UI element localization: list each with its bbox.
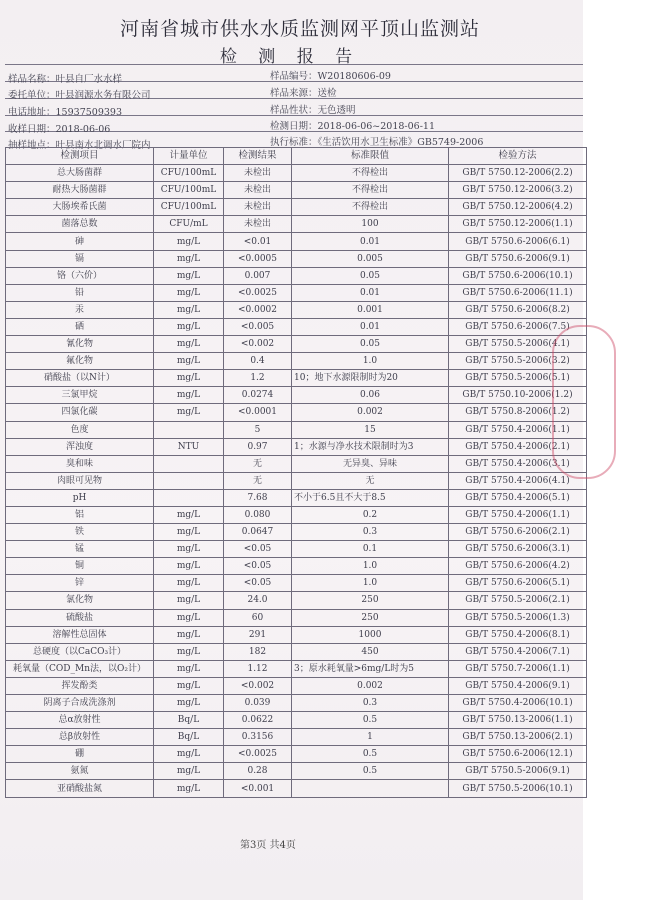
table-cell: 铅 bbox=[6, 284, 154, 301]
table-cell: <0.05 bbox=[224, 541, 292, 558]
table-cell: 色度 bbox=[6, 421, 154, 438]
table-cell: mg/L bbox=[154, 558, 224, 575]
table-cell: 0.5 bbox=[292, 746, 449, 763]
table-cell: 0.5 bbox=[292, 712, 449, 729]
table-cell: 0.002 bbox=[292, 404, 449, 421]
table-cell: mg/L bbox=[154, 524, 224, 541]
received-date-field: 收样日期：2018-06-06 bbox=[8, 124, 111, 135]
table-cell: 耐热大肠菌群 bbox=[6, 182, 154, 199]
table-cell: <0.01 bbox=[224, 233, 292, 250]
table-cell: 0.4 bbox=[224, 353, 292, 370]
table-cell: 10；地下水源限制时为20 bbox=[292, 370, 449, 387]
table-cell: 溶解性总固体 bbox=[6, 626, 154, 643]
table-row bbox=[6, 353, 587, 370]
table-cell: 锌 bbox=[6, 575, 154, 592]
table-cell: GB/T 5750.5-2006(2.1) bbox=[449, 592, 587, 609]
table-row bbox=[6, 370, 587, 387]
table-cell: Bq/L bbox=[154, 729, 224, 746]
table-cell: <0.0025 bbox=[224, 746, 292, 763]
table-cell: mg/L bbox=[154, 695, 224, 712]
table-cell: <0.0025 bbox=[224, 284, 292, 301]
table-cell: 无异臭、异味 bbox=[292, 455, 449, 472]
table-cell: 0.05 bbox=[292, 336, 449, 353]
table-cell: GB/T 5750.12-2006(2.2) bbox=[449, 165, 587, 182]
table-row bbox=[6, 250, 587, 267]
table-cell: mg/L bbox=[154, 404, 224, 421]
table-cell: mg/L bbox=[154, 353, 224, 370]
table-cell: 1000 bbox=[292, 626, 449, 643]
table-cell: 1；水源与净水技术限制时为3 bbox=[292, 438, 449, 455]
table-cell: 硼 bbox=[6, 746, 154, 763]
table-row bbox=[6, 729, 587, 746]
table-cell: mg/L bbox=[154, 626, 224, 643]
table-cell bbox=[154, 489, 224, 506]
table-cell: <0.002 bbox=[224, 677, 292, 694]
table-cell: GB/T 5750.5-2006(5.1) bbox=[449, 370, 587, 387]
table-cell: 硫酸盐 bbox=[6, 609, 154, 626]
table-cell: mg/L bbox=[154, 609, 224, 626]
table-cell: GB/T 5750.5-2006(1.3) bbox=[449, 609, 587, 626]
table-cell: 1.0 bbox=[292, 353, 449, 370]
table-row bbox=[6, 626, 587, 643]
table-cell: 肉眼可见物 bbox=[6, 472, 154, 489]
table-cell: 3；原水耗氧量>6mg/L时为5 bbox=[292, 660, 449, 677]
table-cell: 0.28 bbox=[224, 763, 292, 780]
table-cell: mg/L bbox=[154, 592, 224, 609]
table-row bbox=[6, 746, 587, 763]
table-cell: 0.01 bbox=[292, 233, 449, 250]
table-row bbox=[6, 438, 587, 455]
table-cell: 砷 bbox=[6, 233, 154, 250]
table-cell: 0.039 bbox=[224, 695, 292, 712]
table-row bbox=[6, 695, 587, 712]
table-cell: 不得检出 bbox=[292, 199, 449, 216]
table-header-row bbox=[6, 148, 587, 165]
table-cell: 0.3156 bbox=[224, 729, 292, 746]
table-cell: <0.05 bbox=[224, 558, 292, 575]
column-header: 检验方法 bbox=[449, 148, 587, 165]
table-row bbox=[6, 541, 587, 558]
table-cell: <0.0005 bbox=[224, 250, 292, 267]
table-cell: <0.001 bbox=[224, 780, 292, 797]
table-cell: <0.05 bbox=[224, 575, 292, 592]
client-field: 委托单位：叶县润源水务有限公司 bbox=[8, 90, 151, 101]
table-cell: mg/L bbox=[154, 575, 224, 592]
table-cell: <0.0001 bbox=[224, 404, 292, 421]
table-cell: GB/T 5750.6-2006(11.1) bbox=[449, 284, 587, 301]
table-cell: 0.080 bbox=[224, 506, 292, 523]
test-date-field: 检测日期：2018-06-06~2018-06-11 bbox=[270, 121, 436, 132]
table-cell: 0.97 bbox=[224, 438, 292, 455]
table-row bbox=[6, 780, 587, 797]
table-cell: 15 bbox=[292, 421, 449, 438]
table-cell: 阴离子合成洗涤剂 bbox=[6, 695, 154, 712]
table-cell: mg/L bbox=[154, 284, 224, 301]
table-cell: GB/T 5750.4-2006(5.1) bbox=[449, 489, 587, 506]
table-cell: GB/T 5750.6-2006(2.1) bbox=[449, 524, 587, 541]
table-cell: CFU/mL bbox=[154, 216, 224, 233]
table-cell: <0.005 bbox=[224, 318, 292, 335]
table-cell: 1.0 bbox=[292, 558, 449, 575]
table-cell: <0.0002 bbox=[224, 301, 292, 318]
table-cell: 总α放射性 bbox=[6, 712, 154, 729]
table-row bbox=[6, 609, 587, 626]
table-cell: GB/T 5750.4-2006(1.1) bbox=[449, 421, 587, 438]
table-cell: 臭和味 bbox=[6, 455, 154, 472]
status-field: 样品性状：无色透明 bbox=[270, 105, 356, 116]
table-row bbox=[6, 455, 587, 472]
table-cell: GB/T 5750.6-2006(6.1) bbox=[449, 233, 587, 250]
table-cell: GB/T 5750.4-2006(2.1) bbox=[449, 438, 587, 455]
table-cell: mg/L bbox=[154, 746, 224, 763]
table-cell: 0.3 bbox=[292, 524, 449, 541]
table-cell: mg/L bbox=[154, 541, 224, 558]
page-footer: 第3页 共4页 bbox=[240, 840, 296, 851]
official-seal bbox=[552, 325, 616, 479]
table-cell: GB/T 5750.7-2006(1.1) bbox=[449, 660, 587, 677]
table-cell: 0.002 bbox=[292, 677, 449, 694]
table-cell: GB/T 5750.6-2006(10.1) bbox=[449, 267, 587, 284]
table-cell: 硒 bbox=[6, 318, 154, 335]
table-row bbox=[6, 216, 587, 233]
table-cell: GB/T 5750.12-2006(3.2) bbox=[449, 182, 587, 199]
table-cell: 291 bbox=[224, 626, 292, 643]
sample-no-field: 样品编号：W20180606-09 bbox=[270, 71, 391, 82]
table-cell: mg/L bbox=[154, 336, 224, 353]
table-row bbox=[6, 267, 587, 284]
table-cell: CFU/100mL bbox=[154, 199, 224, 216]
table-cell: GB/T 5750.6-2006(7.5) bbox=[449, 318, 587, 335]
table-cell: 浑浊度 bbox=[6, 438, 154, 455]
table-cell: 菌落总数 bbox=[6, 216, 154, 233]
table-cell: GB/T 5750.5-2006(10.1) bbox=[449, 780, 587, 797]
table-row bbox=[6, 301, 587, 318]
table-cell: GB/T 5750.4-2006(7.1) bbox=[449, 643, 587, 660]
table-cell: 氰化物 bbox=[6, 336, 154, 353]
table-cell: GB/T 5750.12-2006(4.2) bbox=[449, 199, 587, 216]
table-cell: mg/L bbox=[154, 301, 224, 318]
table-cell: 总硬度（以CaCO₃计） bbox=[6, 643, 154, 660]
table-cell: GB/T 5750.6-2006(12.1) bbox=[449, 746, 587, 763]
table-cell: 0.2 bbox=[292, 506, 449, 523]
table-row bbox=[6, 763, 587, 780]
table-cell: 氨氮 bbox=[6, 763, 154, 780]
table-cell: 0.0274 bbox=[224, 387, 292, 404]
report-title: 河南省城市供水水质监测网平顶山监测站 bbox=[119, 18, 480, 40]
table-cell: 汞 bbox=[6, 301, 154, 318]
table-cell: GB/T 5750.6-2006(9.1) bbox=[449, 250, 587, 267]
table-cell: 1.12 bbox=[224, 660, 292, 677]
table-cell: 不得检出 bbox=[292, 182, 449, 199]
table-cell: 0.05 bbox=[292, 267, 449, 284]
table-cell: mg/L bbox=[154, 660, 224, 677]
table-cell: 0.005 bbox=[292, 250, 449, 267]
table-cell: GB/T 5750.4-2006(8.1) bbox=[449, 626, 587, 643]
table-cell: GB/T 5750.10-2006(1.2) bbox=[449, 387, 587, 404]
table-cell: mg/L bbox=[154, 506, 224, 523]
table-cell: GB/T 5750.12-2006(1.1) bbox=[449, 216, 587, 233]
table-cell: 0.1 bbox=[292, 541, 449, 558]
table-cell: 铝 bbox=[6, 506, 154, 523]
table-cell: mg/L bbox=[154, 387, 224, 404]
table-cell: 450 bbox=[292, 643, 449, 660]
source-field: 样品来源：送检 bbox=[270, 88, 337, 99]
table-cell: GB/T 5750.13-2006(1.1) bbox=[449, 712, 587, 729]
table-cell: mg/L bbox=[154, 250, 224, 267]
table-row bbox=[6, 712, 587, 729]
table-cell: 耗氧量（COD_Mn法，以O₂计） bbox=[6, 660, 154, 677]
table-cell: GB/T 5750.6-2006(4.2) bbox=[449, 558, 587, 575]
table-cell: 四氯化碳 bbox=[6, 404, 154, 421]
table-cell: 不得检出 bbox=[292, 165, 449, 182]
table-row bbox=[6, 575, 587, 592]
table-cell: 硝酸盐（以N计） bbox=[6, 370, 154, 387]
table-cell: 铬（六价） bbox=[6, 267, 154, 284]
table-row bbox=[6, 421, 587, 438]
table-row bbox=[6, 233, 587, 250]
table-cell: <0.002 bbox=[224, 336, 292, 353]
table-cell: 总大肠菌群 bbox=[6, 165, 154, 182]
table-cell bbox=[154, 472, 224, 489]
standard-field: 执行标准：《生活饮用水卫生标准》GB5749-2006 bbox=[270, 137, 484, 148]
table-cell: GB/T 5750.13-2006(2.1) bbox=[449, 729, 587, 746]
table-cell: 0.0647 bbox=[224, 524, 292, 541]
header-divider bbox=[5, 64, 583, 65]
table-cell: 250 bbox=[292, 592, 449, 609]
table-cell bbox=[154, 421, 224, 438]
table-row bbox=[6, 387, 587, 404]
table-cell: 0.001 bbox=[292, 301, 449, 318]
table-cell: mg/L bbox=[154, 677, 224, 694]
table-cell: 锰 bbox=[6, 541, 154, 558]
table-cell: Bq/L bbox=[154, 712, 224, 729]
column-header: 计量单位 bbox=[154, 148, 224, 165]
column-header: 检测结果 bbox=[224, 148, 292, 165]
table-cell: 0.007 bbox=[224, 267, 292, 284]
table-cell: 未检出 bbox=[224, 165, 292, 182]
table-cell: GB/T 5750.5-2006(4.1) bbox=[449, 336, 587, 353]
table-cell: 250 bbox=[292, 609, 449, 626]
report-subtitle: 检 测 报 告 bbox=[219, 47, 361, 67]
table-cell: 0.3 bbox=[292, 695, 449, 712]
table-cell: 氟化物 bbox=[6, 353, 154, 370]
table-row bbox=[6, 558, 587, 575]
table-cell: CFU/100mL bbox=[154, 182, 224, 199]
table-cell: CFU/100mL bbox=[154, 165, 224, 182]
table-cell: 未检出 bbox=[224, 199, 292, 216]
column-header: 标准限值 bbox=[292, 148, 449, 165]
table-cell: 亚硝酸盐氮 bbox=[6, 780, 154, 797]
table-row bbox=[6, 677, 587, 694]
table-row bbox=[6, 643, 587, 660]
table-cell: 氯化物 bbox=[6, 592, 154, 609]
table-cell: 182 bbox=[224, 643, 292, 660]
table-cell: 未检出 bbox=[224, 216, 292, 233]
table-cell bbox=[292, 780, 449, 797]
table-cell: 未检出 bbox=[224, 182, 292, 199]
table-cell: 镉 bbox=[6, 250, 154, 267]
table-cell: GB/T 5750.4-2006(9.1) bbox=[449, 677, 587, 694]
table-row bbox=[6, 524, 587, 541]
table-cell: 大肠埃希氏菌 bbox=[6, 199, 154, 216]
table-cell: NTU bbox=[154, 438, 224, 455]
table-row bbox=[6, 182, 587, 199]
table-cell: 60 bbox=[224, 609, 292, 626]
table-row bbox=[6, 165, 587, 182]
table-cell: mg/L bbox=[154, 267, 224, 284]
location-field: 抽样地点：叶县南水北调水厂院内 bbox=[8, 140, 151, 151]
table-cell: 100 bbox=[292, 216, 449, 233]
table-cell: mg/L bbox=[154, 318, 224, 335]
table-row bbox=[6, 336, 587, 353]
table-row bbox=[6, 489, 587, 506]
table-cell: 1 bbox=[292, 729, 449, 746]
table-cell: 挥发酚类 bbox=[6, 677, 154, 694]
table-cell: 1.0 bbox=[292, 575, 449, 592]
table-cell: 0.5 bbox=[292, 763, 449, 780]
table-cell bbox=[154, 455, 224, 472]
table-row bbox=[6, 284, 587, 301]
table-cell: 不小于6.5且不大于8.5 bbox=[292, 489, 449, 506]
sample-name-field: 样品名称：叶县自厂水水样 bbox=[8, 74, 123, 85]
table-cell: 总β放射性 bbox=[6, 729, 154, 746]
table-cell: GB/T 5750.6-2006(3.1) bbox=[449, 541, 587, 558]
table-row bbox=[6, 506, 587, 523]
phone-field: 电话地址：15937509393 bbox=[8, 107, 123, 118]
table-row bbox=[6, 199, 587, 216]
results-table bbox=[5, 147, 587, 798]
table-cell: GB/T 5750.5-2006(3.2) bbox=[449, 353, 587, 370]
table-cell: GB/T 5750.6-2006(8.2) bbox=[449, 301, 587, 318]
table-row bbox=[6, 592, 587, 609]
table-cell: 7.68 bbox=[224, 489, 292, 506]
table-row bbox=[6, 404, 587, 421]
table-cell: GB/T 5750.4-2006(10.1) bbox=[449, 695, 587, 712]
table-cell: 无 bbox=[224, 455, 292, 472]
table-cell: mg/L bbox=[154, 763, 224, 780]
table-cell: GB/T 5750.5-2006(9.1) bbox=[449, 763, 587, 780]
table-row bbox=[6, 660, 587, 677]
table-cell: 0.01 bbox=[292, 318, 449, 335]
table-cell: GB/T 5750.4-2006(4.1) bbox=[449, 472, 587, 489]
table-cell: mg/L bbox=[154, 233, 224, 250]
table-cell: mg/L bbox=[154, 370, 224, 387]
table-cell: GB/T 5750.4-2006(1.1) bbox=[449, 506, 587, 523]
table-cell: 24.0 bbox=[224, 592, 292, 609]
table-cell: 无 bbox=[292, 472, 449, 489]
table-cell: 0.0622 bbox=[224, 712, 292, 729]
table-cell: 1.2 bbox=[224, 370, 292, 387]
table-cell: 0.06 bbox=[292, 387, 449, 404]
table-cell: pH bbox=[6, 489, 154, 506]
table-cell: GB/T 5750.8-2006(1.2) bbox=[449, 404, 587, 421]
table-cell: mg/L bbox=[154, 780, 224, 797]
table-cell: 三氯甲烷 bbox=[6, 387, 154, 404]
table-cell: GB/T 5750.4-2006(3.1) bbox=[449, 455, 587, 472]
table-cell: 无 bbox=[224, 472, 292, 489]
table-cell: 铜 bbox=[6, 558, 154, 575]
table-cell: GB/T 5750.6-2006(5.1) bbox=[449, 575, 587, 592]
table-cell: mg/L bbox=[154, 643, 224, 660]
table-row bbox=[6, 318, 587, 335]
table-row bbox=[6, 472, 587, 489]
table-cell: 5 bbox=[224, 421, 292, 438]
table-cell: 铁 bbox=[6, 524, 154, 541]
table-cell: 0.01 bbox=[292, 284, 449, 301]
column-header: 检测项目 bbox=[6, 148, 154, 165]
